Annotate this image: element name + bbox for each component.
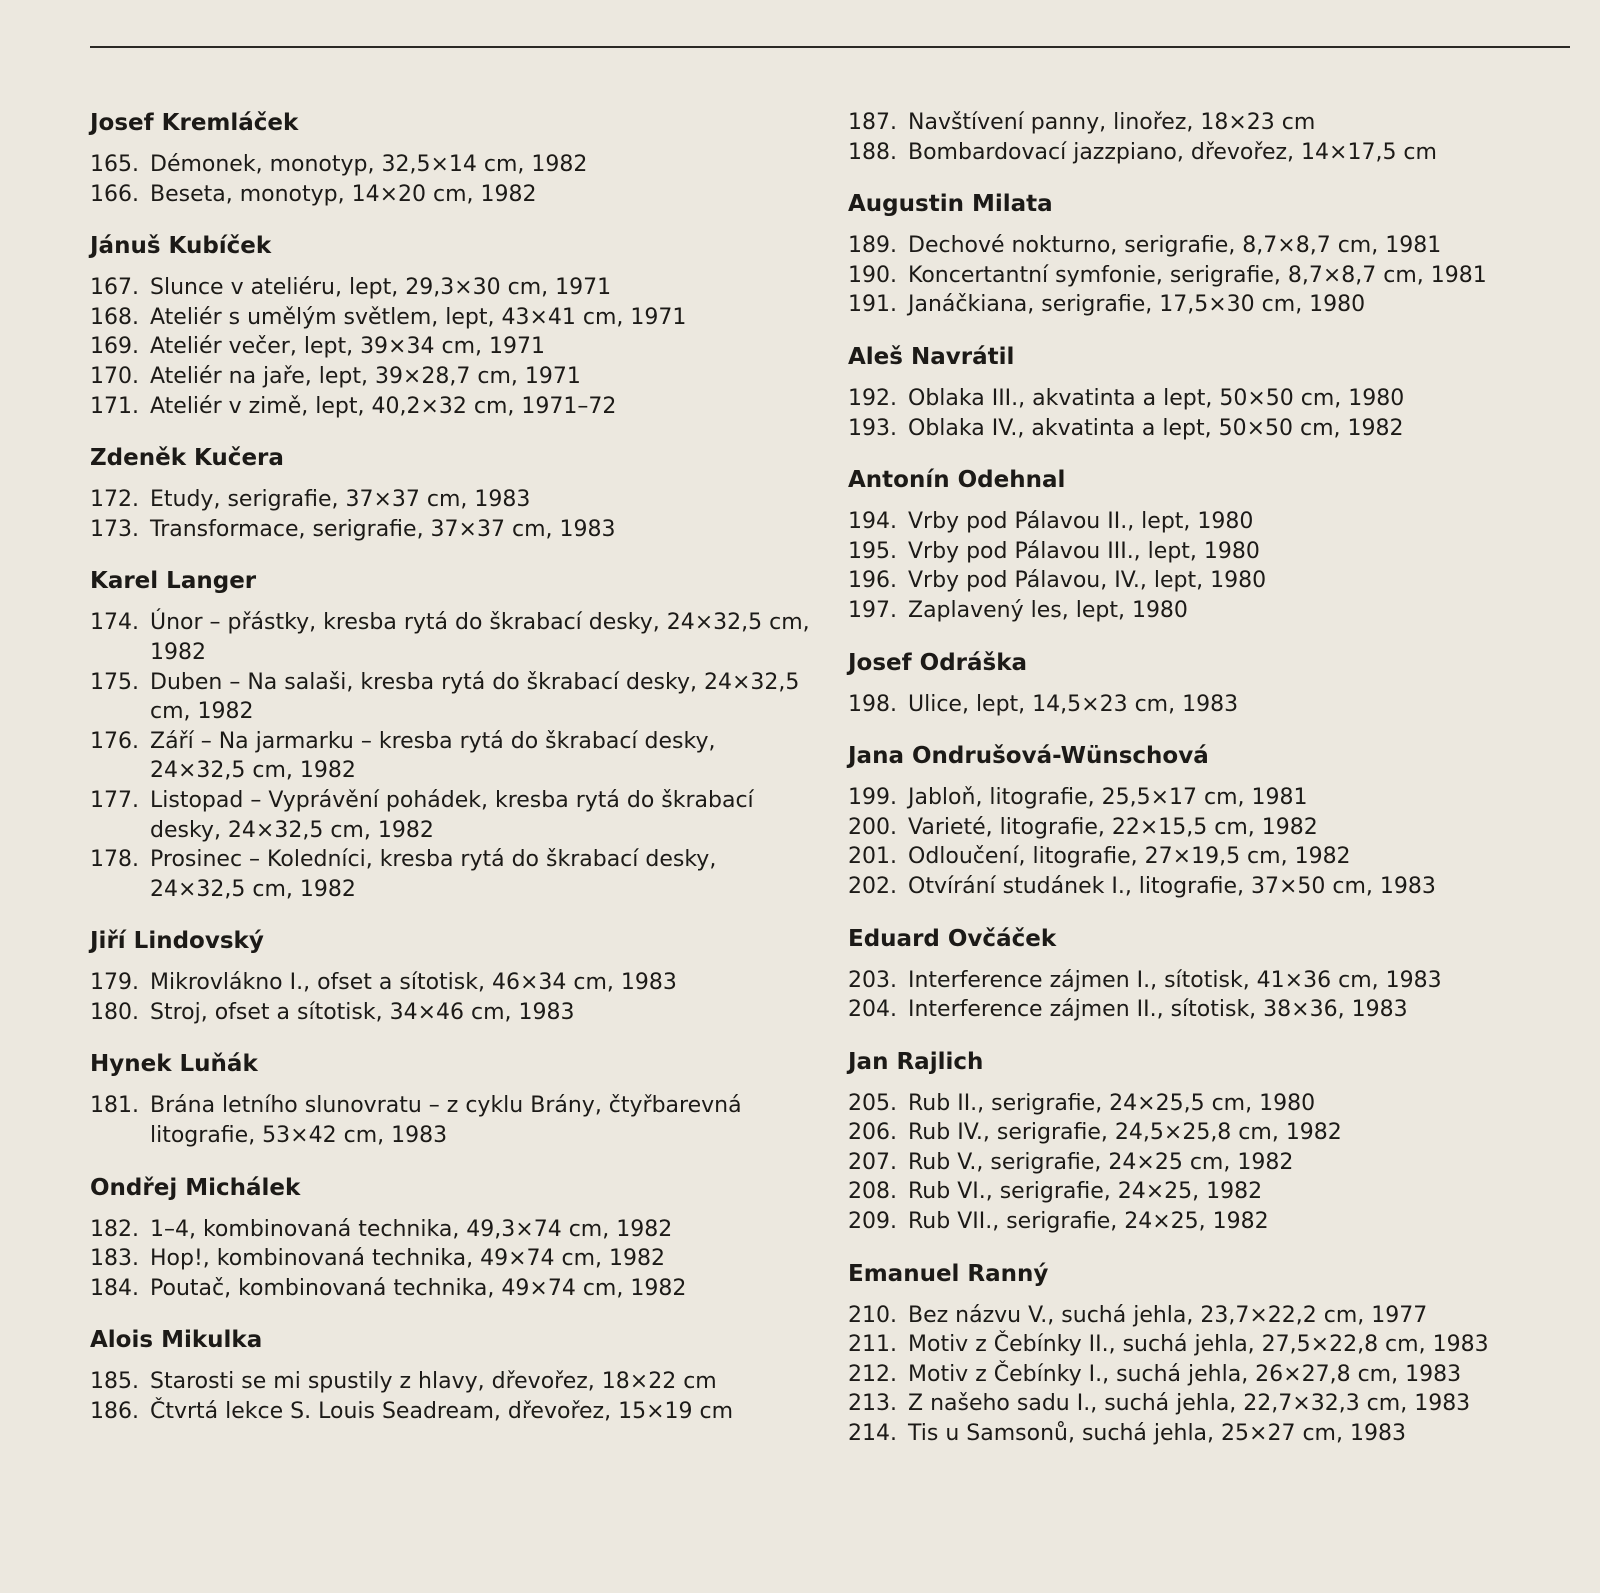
entry-text: Stroj, ofset a sítotisk, 34×46 cm, 1983 <box>150 999 575 1025</box>
entry-text: Motiv z Čebínky II., suchá jehla, 27,5×22,8 cm, 1983 <box>908 1332 1489 1358</box>
entry-number: 191. <box>848 292 897 318</box>
entry-text: Mikrovlákno I., ofset a sítotisk, 46×34 cm, 1983 <box>150 970 677 996</box>
catalogue-entry <box>848 384 1568 414</box>
catalogue-entry <box>90 1215 810 1245</box>
catalogue-entry <box>848 842 1568 872</box>
artist-name: Aleš Navrátil <box>848 343 1015 370</box>
catalogue-entry <box>848 1177 1568 1207</box>
entry-text: Únor – přástky, kresba rytá do škrabací desky, 24×32,5 cm, 1982 <box>150 610 810 665</box>
artist-section <box>90 926 810 1027</box>
catalogue-entry <box>848 872 1568 902</box>
entry-text: Koncertantní symfonie, serigrafie, 8,7×8,7 cm, 1981 <box>908 262 1487 288</box>
entry-text: Hop!, kombinovaná technika, 49×74 cm, 1982 <box>150 1246 666 1272</box>
entry-number: 174. <box>90 610 139 636</box>
artist-section <box>848 648 1568 720</box>
entry-number: 190. <box>848 262 897 288</box>
entry-text: Rub VI., serigrafie, 24×25, 1982 <box>908 1179 1263 1205</box>
artist-section <box>848 465 1568 625</box>
entry-number: 168. <box>90 304 139 330</box>
catalogue-entry <box>848 1089 1568 1119</box>
entry-number: 192. <box>848 385 897 411</box>
entry-number: 206. <box>848 1120 897 1146</box>
catalogue-entry <box>90 786 810 845</box>
entry-number: 199. <box>848 785 897 811</box>
entry-number: 173. <box>90 516 139 542</box>
entry-text: Ulice, lept, 14,5×23 cm, 1983 <box>908 691 1239 717</box>
entry-text: Duben – Na salaši, kresba rytá do škrabací desky, 24×32,5 cm, 1982 <box>150 669 800 725</box>
catalogue-entry <box>848 290 1568 320</box>
entry-number: 175. <box>90 669 139 695</box>
artist-section <box>90 1173 810 1304</box>
catalogue-entry <box>848 690 1568 720</box>
catalogue-entry <box>848 414 1568 444</box>
entry-text: Beseta, monotyp, 14×20 cm, 1982 <box>150 181 537 207</box>
catalogue-entry <box>848 231 1568 261</box>
catalogue-entry <box>90 968 810 998</box>
entry-number: 170. <box>90 363 139 389</box>
catalogue-entry <box>848 1118 1568 1148</box>
entry-number: 165. <box>90 152 139 177</box>
entry-text: Bombardovací jazzpiano, dřevořez, 14×17,5 cm <box>908 139 1437 165</box>
artist-section <box>848 189 1568 320</box>
catalogue-entry <box>848 1301 1568 1331</box>
entry-text: Brána letního slunovratu – z cyklu Brány, čtyřbarevná litografie, 53×42 cm, 1983 <box>150 1093 742 1149</box>
catalogue-entry <box>90 1397 810 1427</box>
entry-text: Transformace, serigrafie, 37×37 cm, 1983 <box>150 516 616 542</box>
entry-text: Tis u Samsonů, suchá jehla, 25×27 cm, 1983 <box>908 1421 1406 1447</box>
catalogue-entry <box>90 515 810 545</box>
catalogue-entry <box>90 1091 810 1150</box>
catalogue-entry <box>90 485 810 515</box>
catalogue-entry <box>848 1330 1568 1360</box>
catalogue-entry <box>90 303 810 333</box>
catalogue-entry <box>90 608 810 667</box>
catalogue-entry <box>848 537 1568 567</box>
entry-number: 207. <box>848 1149 897 1175</box>
artist-name: Josef Odráška <box>848 649 1028 676</box>
entry-text: Odloučení, litografie, 27×19,5 cm, 1982 <box>908 844 1351 870</box>
entry-text: Rub V., serigrafie, 24×25 cm, 1982 <box>908 1149 1294 1175</box>
entry-text: Varieté, litografie, 22×15,5 cm, 1982 <box>908 814 1318 840</box>
catalogue-entry <box>848 507 1568 537</box>
entry-number: 197. <box>848 597 897 623</box>
entry-number: 201. <box>848 844 897 870</box>
artist-section <box>90 1049 810 1150</box>
catalogue-entry <box>848 1360 1568 1390</box>
entry-number: 167. <box>90 275 139 301</box>
entry-number: 176. <box>90 728 139 754</box>
entry-number: 193. <box>848 415 897 441</box>
entry-text: Interference zájmen I., sítotisk, 41×36 cm, 1983 <box>908 967 1442 993</box>
artist-name: Jan Rajlich <box>848 1048 984 1075</box>
catalogue-entry <box>90 392 810 422</box>
entry-text: Vrby pod Pálavou II., lept, 1980 <box>908 509 1254 535</box>
entry-number: 166. <box>90 181 139 207</box>
catalogue-entry <box>848 138 1568 168</box>
entry-number: 187. <box>848 110 897 135</box>
entry-text: Z našeho sadu I., suchá jehla, 22,7×32,3 cm, 1983 <box>908 1391 1471 1417</box>
catalogue-entry <box>90 668 810 727</box>
catalogue-entry <box>848 108 1568 138</box>
catalogue-entry <box>848 813 1568 843</box>
entry-number: 212. <box>848 1361 897 1387</box>
entry-number: 195. <box>848 538 897 564</box>
catalogue-entry <box>848 596 1568 626</box>
catalogue-entry <box>90 1274 810 1304</box>
entry-number: 210. <box>848 1302 897 1328</box>
entry-text: Rub II., serigrafie, 24×25,5 cm, 1980 <box>908 1090 1316 1116</box>
catalogue-entry <box>90 845 810 904</box>
artist-name: Zdeněk Kučera <box>90 445 284 472</box>
entry-text: Rub VII., serigrafie, 24×25, 1982 <box>908 1209 1269 1235</box>
artist-name: Ondřej Michálek <box>90 1174 301 1201</box>
catalogue-entry <box>90 332 810 362</box>
artist-section <box>848 1259 1568 1449</box>
entry-number: 180. <box>90 999 139 1025</box>
entry-number: 171. <box>90 393 139 419</box>
entry-number: 182. <box>90 1216 139 1242</box>
catalogue-entry <box>848 783 1568 813</box>
entry-text: Zaplavený les, lept, 1980 <box>908 597 1188 623</box>
entry-text: Vrby pod Pálavou III., lept, 1980 <box>908 538 1260 564</box>
catalogue-entry <box>90 1367 810 1397</box>
entry-number: 214. <box>848 1421 897 1447</box>
catalogue-entry <box>848 1207 1568 1237</box>
entry-text: Dechové nokturno, serigrafie, 8,7×8,7 cm, 1981 <box>908 233 1442 259</box>
artist-name: Antonín Odehnal <box>848 467 1066 494</box>
entry-text: Ateliér v zimě, lept, 40,2×32 cm, 1971–72 <box>150 393 617 419</box>
entry-text: Starosti se mi spustily z hlavy, dřevořez, 18×22 cm <box>150 1369 717 1395</box>
artist-name: Emanuel Ranný <box>848 1260 1049 1287</box>
entry-text: Otvírání studánek I., litografie, 37×50 cm, 1983 <box>908 873 1436 899</box>
entry-number: 186. <box>90 1399 139 1425</box>
entry-text: Září – Na jarmarku – kresba rytá do škrabací desky, 24×32,5 cm, 1982 <box>150 728 716 784</box>
artist-section <box>848 924 1568 1025</box>
entry-number: 209. <box>848 1209 897 1235</box>
catalogue-entry <box>90 1244 810 1274</box>
continued-entries <box>848 108 1568 167</box>
entry-number: 211. <box>848 1332 897 1358</box>
entry-text: Poutač, kombinovaná technika, 49×74 cm, 1982 <box>150 1275 687 1301</box>
catalogue-entry <box>848 995 1568 1025</box>
entry-number: 183. <box>90 1246 139 1272</box>
artist-name: Jana Ondrušová-Wünschová <box>848 743 1209 770</box>
entry-number: 181. <box>90 1093 139 1119</box>
catalogue-entry <box>90 180 810 210</box>
entry-text: Ateliér na jaře, lept, 39×28,7 cm, 1971 <box>150 363 581 389</box>
entry-number: 194. <box>848 509 897 535</box>
entry-text: 1–4, kombinovaná technika, 49,3×74 cm, 1982 <box>150 1216 673 1242</box>
entry-number: 205. <box>848 1090 897 1116</box>
artist-name: Jánuš Kubíček <box>90 233 272 260</box>
entry-number: 198. <box>848 691 897 717</box>
entry-number: 178. <box>90 847 139 873</box>
catalogue-entry <box>90 998 810 1028</box>
entry-text: Listopad – Vyprávění pohádek, kresba rytá do škrabací desky, 24×32,5 cm, 1982 <box>150 787 754 843</box>
artist-name: Alois Mikulka <box>90 1327 263 1354</box>
artist-name: Karel Langer <box>90 568 257 595</box>
entry-number: 200. <box>848 814 897 840</box>
catalogue-entry <box>90 362 810 392</box>
artist-name: Josef Kremláček <box>90 110 299 136</box>
entry-text: Interference zájmen II., sítotisk, 38×36, 1983 <box>908 997 1408 1023</box>
entry-number: 172. <box>90 487 139 513</box>
entry-number: 177. <box>90 787 139 813</box>
entry-text: Janáčkiana, serigrafie, 17,5×30 cm, 1980 <box>908 292 1366 318</box>
catalogue-entry <box>848 1419 1568 1449</box>
entry-number: 196. <box>848 568 897 594</box>
entry-text: Jabloň, litografie, 25,5×17 cm, 1981 <box>908 785 1308 811</box>
entry-text: Navštívení panny, linořez, 18×23 cm <box>908 110 1316 135</box>
left-column <box>90 108 810 1449</box>
catalogue-entry <box>848 1389 1568 1419</box>
entry-number: 213. <box>848 1391 897 1417</box>
entry-text: Motiv z Čebínky I., suchá jehla, 26×27,8 cm, 1983 <box>908 1361 1462 1387</box>
entry-text: Slunce v ateliéru, lept, 29,3×30 cm, 1971 <box>150 275 612 301</box>
entry-number: 203. <box>848 967 897 993</box>
entry-text: Oblaka IV., akvatinta a lept, 50×50 cm, 1982 <box>908 415 1404 441</box>
artist-section <box>90 566 810 904</box>
entry-text: Vrby pod Pálavou, IV., lept, 1980 <box>908 568 1267 594</box>
entry-number: 189. <box>848 233 897 259</box>
artist-section <box>848 741 1568 901</box>
artist-section <box>90 231 810 421</box>
catalogue-entry <box>848 966 1568 996</box>
catalogue-entry <box>848 566 1568 596</box>
right-column <box>848 108 1568 1471</box>
artist-section <box>90 108 810 209</box>
entry-number: 204. <box>848 997 897 1023</box>
entry-text: Oblaka III., akvatinta a lept, 50×50 cm, 1980 <box>908 385 1405 411</box>
entry-text: Rub IV., serigrafie, 24,5×25,8 cm, 1982 <box>908 1120 1342 1146</box>
artist-section <box>848 1047 1568 1237</box>
catalogue-entry <box>90 273 810 303</box>
entry-text: Čtvrtá lekce S. Louis Seadream, dřevořez, 15×19 cm <box>150 1399 734 1425</box>
artist-name: Augustin Milata <box>848 191 1053 218</box>
entry-text: Démonek, monotyp, 32,5×14 cm, 1982 <box>150 152 588 177</box>
artist-name: Jiří Lindovský <box>90 928 264 955</box>
artist-section <box>848 342 1568 443</box>
catalogue-entry <box>90 727 810 786</box>
entry-text: Etudy, serigrafie, 37×37 cm, 1983 <box>150 487 531 513</box>
entry-number: 179. <box>90 970 139 996</box>
catalogue-entry <box>848 1148 1568 1178</box>
entry-text: Ateliér s umělým světlem, lept, 43×41 cm, 1971 <box>150 304 687 330</box>
top-rule <box>90 46 1570 48</box>
entry-text: Ateliér večer, lept, 39×34 cm, 1971 <box>150 334 545 360</box>
artist-section <box>90 1325 810 1426</box>
entry-number: 202. <box>848 873 897 899</box>
artist-section <box>90 443 810 544</box>
artist-name: Eduard Ovčáček <box>848 925 1057 952</box>
artist-name: Hynek Luňák <box>90 1051 258 1078</box>
entry-number: 184. <box>90 1275 139 1301</box>
catalogue-entry <box>848 261 1568 291</box>
catalogue-entry <box>90 150 810 180</box>
entry-text: Prosinec – Koledníci, kresba rytá do škrabací desky, 24×32,5 cm, 1982 <box>150 847 717 902</box>
entry-number: 185. <box>90 1369 139 1395</box>
entry-number: 169. <box>90 334 139 360</box>
entry-text: Bez názvu V., suchá jehla, 23,7×22,2 cm, 1977 <box>908 1302 1428 1328</box>
entry-number: 208. <box>848 1179 897 1205</box>
entry-number: 188. <box>848 139 897 165</box>
